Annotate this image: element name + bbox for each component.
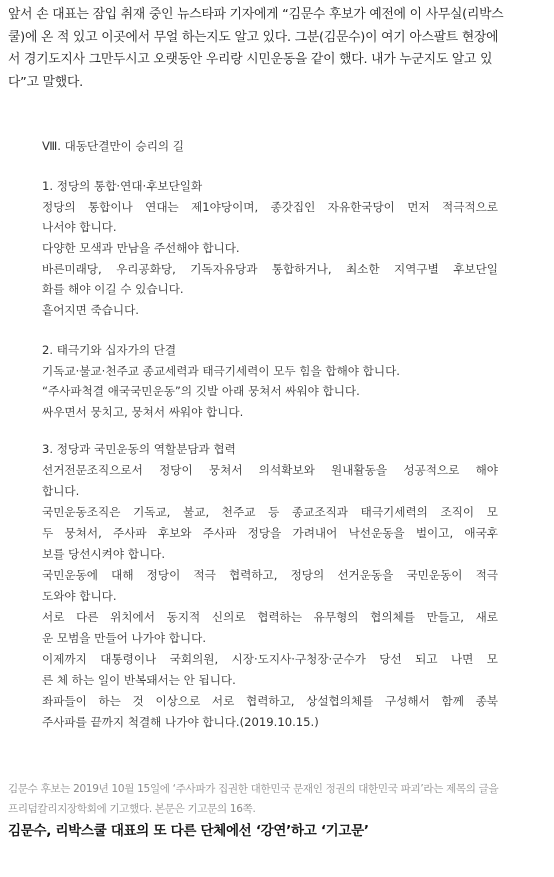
intro-line: 다”고 말했다. <box>8 74 83 90</box>
item3-line: 두 뭉쳐서, 주사파 후보와 주사파 정당을 가려내어 낙선운동을 벌이고, 애국후 <box>42 526 498 540</box>
item2-line: 싸우면서 뭉치고, 뭉쳐서 싸워야 합니다. <box>42 405 244 419</box>
item3-line: 합니다. <box>42 484 80 498</box>
item3-line: 국민운동조직은 기독교, 불교, 천주교 등 종교조직과 태극기세력의 조직이 모 <box>42 505 498 519</box>
item1-line: 흩어지면 죽습니다. <box>42 303 139 317</box>
caption-line: 김문수 후보는 2019년 10월 15일에 ‘주사파가 집권한 대한민국 문재인 정권의 대한민국 파괴’라는 제목의 글을 <box>8 783 499 795</box>
item3-line: 좌파들이 하는 것 이상으로 서로 협력하고, 상설협의체를 구성해서 함께 종북 <box>42 694 498 708</box>
item3-heading: 3. 정당과 국민운동의 역할분담과 협력 <box>42 442 236 456</box>
intro-line: 쿨)에 온 적 있고 이곳에서 무얼 하는지도 알고 있다. 그분(김문수)이 여기 아스팔트 현장에 <box>8 29 499 45</box>
item3-line: 도와야 합니다. <box>42 589 117 603</box>
caption-line: 프리덤칼리지장학회에 기고했다. 본문은 기고문의 16쪽. <box>8 803 256 815</box>
item1-line: 화를 해야 이길 수 있습니다. <box>42 282 184 296</box>
item1-line: 바른미래당, 우리공화당, 기독자유당과 통합하거나, 최소한 지역구별 후보단일 <box>42 262 498 276</box>
item3-line: 른 체 하는 일이 반복돼서는 안 됩니다. <box>42 673 236 687</box>
item1-line: 다양한 모색과 만남을 주선해야 합니다. <box>42 241 240 255</box>
image-caption <box>8 779 548 819</box>
item3-line: 서로 다른 위치에서 동지적 신의로 협력하는 유무형의 협의체를 만들고, 새로 <box>42 610 498 624</box>
section-subheading: 김문수, 리박스쿨 대표의 또 다른 단체에선 ‘강연’하고 ‘기고문’ <box>8 823 369 839</box>
intro-line: 서 경기도지사 그만두시고 오랫동안 우리랑 시민운동을 같이 했다. 내가 누군지도 알고 있 <box>8 52 493 67</box>
article-intro-paragraph <box>8 4 550 94</box>
item3-line: 운 모범을 만들어 나가야 합니다. <box>42 631 207 645</box>
item3-line: 보를 당선시켜야 합니다. <box>42 547 166 561</box>
item3-line: 주사파를 끝까지 척결해 나가야 합니다.(2019.10.15.) <box>42 715 319 729</box>
item3-line: 선거전문조직으로서 정당이 뭉쳐서 의석확보와 원내활동을 성공적으로 해야 <box>42 463 498 477</box>
item1-line: 정당의 통합이나 연대는 제1야당이며, 종갓집인 자유한국당이 먼저 적극적으로 <box>42 200 498 214</box>
document-section-title: Ⅷ. 대동단결만이 승리의 길 <box>42 139 185 153</box>
item1-line: 나서야 합니다. <box>42 220 117 234</box>
item3-line: 국민운동에 대해 정당이 적극 협력하고, 정당의 선거운동을 국민운동이 적극 <box>42 568 498 582</box>
intro-line: 앞서 손 대표는 잠입 취재 중인 뉴스타파 기자에게 “김문수 후보가 예전에 이 사무실(리박스 <box>8 7 504 22</box>
item3-line: 이제까지 대통령이나 국회의원, 시장·도지사·구청장·군수가 당선 되고 나면 모 <box>42 652 498 666</box>
item2-line: “주사파척결 애국국민운동”의 깃발 아래 뭉쳐서 싸워야 합니다. <box>42 384 360 398</box>
item2-heading: 2. 태극기와 십자가의 단결 <box>42 343 177 357</box>
item1-heading: 1. 정당의 통합·연대·후보단일화 <box>42 179 203 193</box>
item2-line: 기독교·불교·천주교 종교세력과 태극기세력이 모두 힘을 합해야 합니다. <box>42 364 400 378</box>
